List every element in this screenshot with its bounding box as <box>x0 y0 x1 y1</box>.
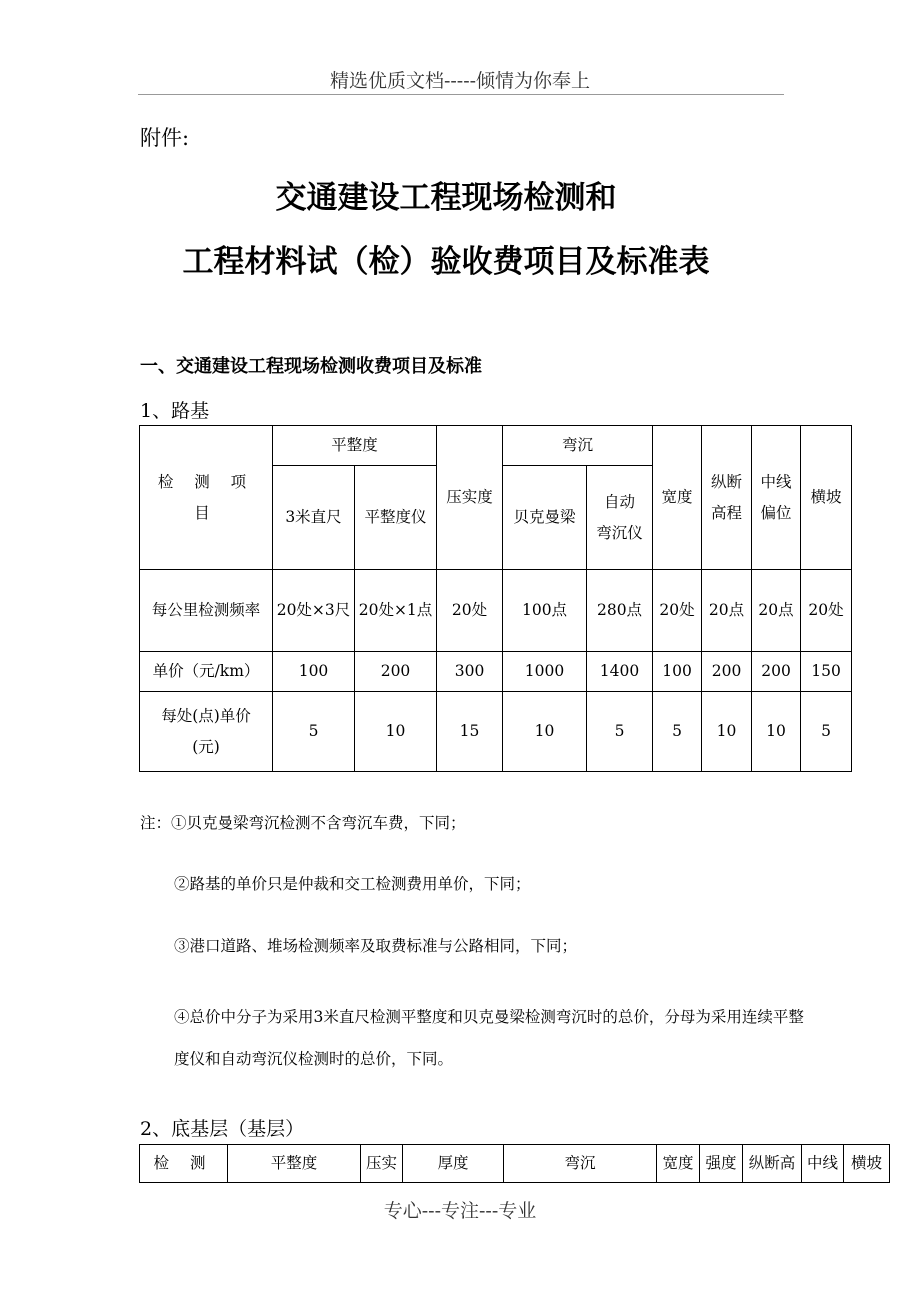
deflection-group-header: 弯沉 <box>503 426 653 466</box>
compaction-header: 压实度 <box>437 426 503 570</box>
table-cell: 10 <box>752 692 801 772</box>
centerline-header-line1: 中线 <box>760 472 792 491</box>
table-cell: 10 <box>355 692 437 772</box>
note-3: ③港口道路、堆场检测频率及取费标准与公路相同，下同； <box>174 937 578 955</box>
table-cell: 1000 <box>503 652 587 692</box>
profile-header <box>702 426 752 570</box>
row-label-price-km: 单价（元/km） <box>140 652 273 692</box>
profile-header-line2: 高程 <box>711 503 743 522</box>
profile-header-line1: 纵断 <box>711 472 743 491</box>
table-cell: 1400 <box>587 652 653 692</box>
base-header-cell: 厚度 <box>403 1145 504 1183</box>
flatness-3m-header: 3米直尺 <box>273 466 355 570</box>
width-header: 宽度 <box>653 426 702 570</box>
table-cell: 280点 <box>587 570 653 652</box>
price-point-label-line1: 每处(点)单价 <box>161 706 251 725</box>
table-cell: 100点 <box>503 570 587 652</box>
table-cell: 20处 <box>653 570 702 652</box>
flatness-group-header: 平整度 <box>273 426 437 466</box>
centerline-header <box>752 426 801 570</box>
section-heading: 一、交通建设工程现场检测收费项目及标准 <box>140 356 482 377</box>
base-header-cell: 宽度 <box>657 1145 700 1183</box>
auto-deflect-line2: 弯沉仪 <box>596 523 643 542</box>
price-point-label-line2: (元) <box>192 737 220 756</box>
table-row <box>140 652 852 692</box>
attachment-label: 附件: <box>140 126 190 150</box>
table-cell: 20处×3尺 <box>273 570 355 652</box>
table-cell: 200 <box>702 652 752 692</box>
table-cell: 5 <box>587 692 653 772</box>
table-row <box>140 570 852 652</box>
table-row <box>140 692 852 772</box>
table-cell: 200 <box>752 652 801 692</box>
note-1: 注：①贝克曼梁弯沉检测不含弯沉车费，下同； <box>140 814 466 832</box>
table-cell: 20处×1点 <box>355 570 437 652</box>
table-cell: 100 <box>273 652 355 692</box>
auto-deflect-line1: 自动 <box>604 492 636 511</box>
base-heading: 2、底基层（基层） <box>140 1118 305 1140</box>
table-cell: 10 <box>503 692 587 772</box>
table-cell: 5 <box>653 692 702 772</box>
base-header-cell: 平整度 <box>228 1145 361 1183</box>
base-header-cell: 弯沉 <box>504 1145 657 1183</box>
base-header-cell: 强度 <box>700 1145 743 1183</box>
base-header-cell: 中线 <box>802 1145 844 1183</box>
table-row <box>140 1145 890 1183</box>
base-header-cell: 压实 <box>361 1145 403 1183</box>
page-header: 精选优质文档-----倾情为你奉上 <box>329 70 591 92</box>
table-cell: 10 <box>702 692 752 772</box>
header-divider <box>138 94 784 95</box>
base-header-cell: 横坡 <box>844 1145 890 1183</box>
document-title-line1: 交通建设工程现场检测和 <box>275 180 617 216</box>
centerline-header-line2: 偏位 <box>760 503 792 522</box>
table-cell: 5 <box>273 692 355 772</box>
item-header-cell: 检 测 项 目 <box>140 426 273 570</box>
table-cell: 300 <box>437 652 503 692</box>
document-title-line2: 工程材料试（检）验收费项目及标准表 <box>182 244 710 280</box>
cross-slope-header: 横坡 <box>801 426 852 570</box>
benkelman-header: 贝克曼梁 <box>503 466 587 570</box>
table-cell: 150 <box>801 652 852 692</box>
table-cell: 20处 <box>801 570 852 652</box>
table-cell: 20处 <box>437 570 503 652</box>
table-cell: 5 <box>801 692 852 772</box>
table-cell: 20点 <box>752 570 801 652</box>
base-header-cell: 检 测 <box>140 1145 228 1183</box>
note-4: ④总价中分子为采用3米直尺检测平整度和贝克曼梁检测弯沉时的总价，分母为采用连续平整度仪和自动弯沉仪检测时的总价，下同。 <box>174 1008 804 1068</box>
base-table <box>139 1144 890 1183</box>
flatness-meter-header: 平整度仪 <box>355 466 437 570</box>
row-label-price-point <box>140 692 273 772</box>
page-footer: 专心---专注---专业 <box>383 1200 537 1222</box>
table-cell: 20点 <box>702 570 752 652</box>
auto-deflect-header <box>587 466 653 570</box>
row-label-frequency: 每公里检测频率 <box>140 570 273 652</box>
note-2: ②路基的单价只是仲裁和交工检测费用单价，下同； <box>174 875 531 893</box>
subgrade-table <box>139 425 852 772</box>
table-cell: 100 <box>653 652 702 692</box>
subgrade-heading: 1、路基 <box>140 400 210 422</box>
base-header-cell: 纵断高 <box>743 1145 802 1183</box>
table-cell: 200 <box>355 652 437 692</box>
table-cell: 15 <box>437 692 503 772</box>
